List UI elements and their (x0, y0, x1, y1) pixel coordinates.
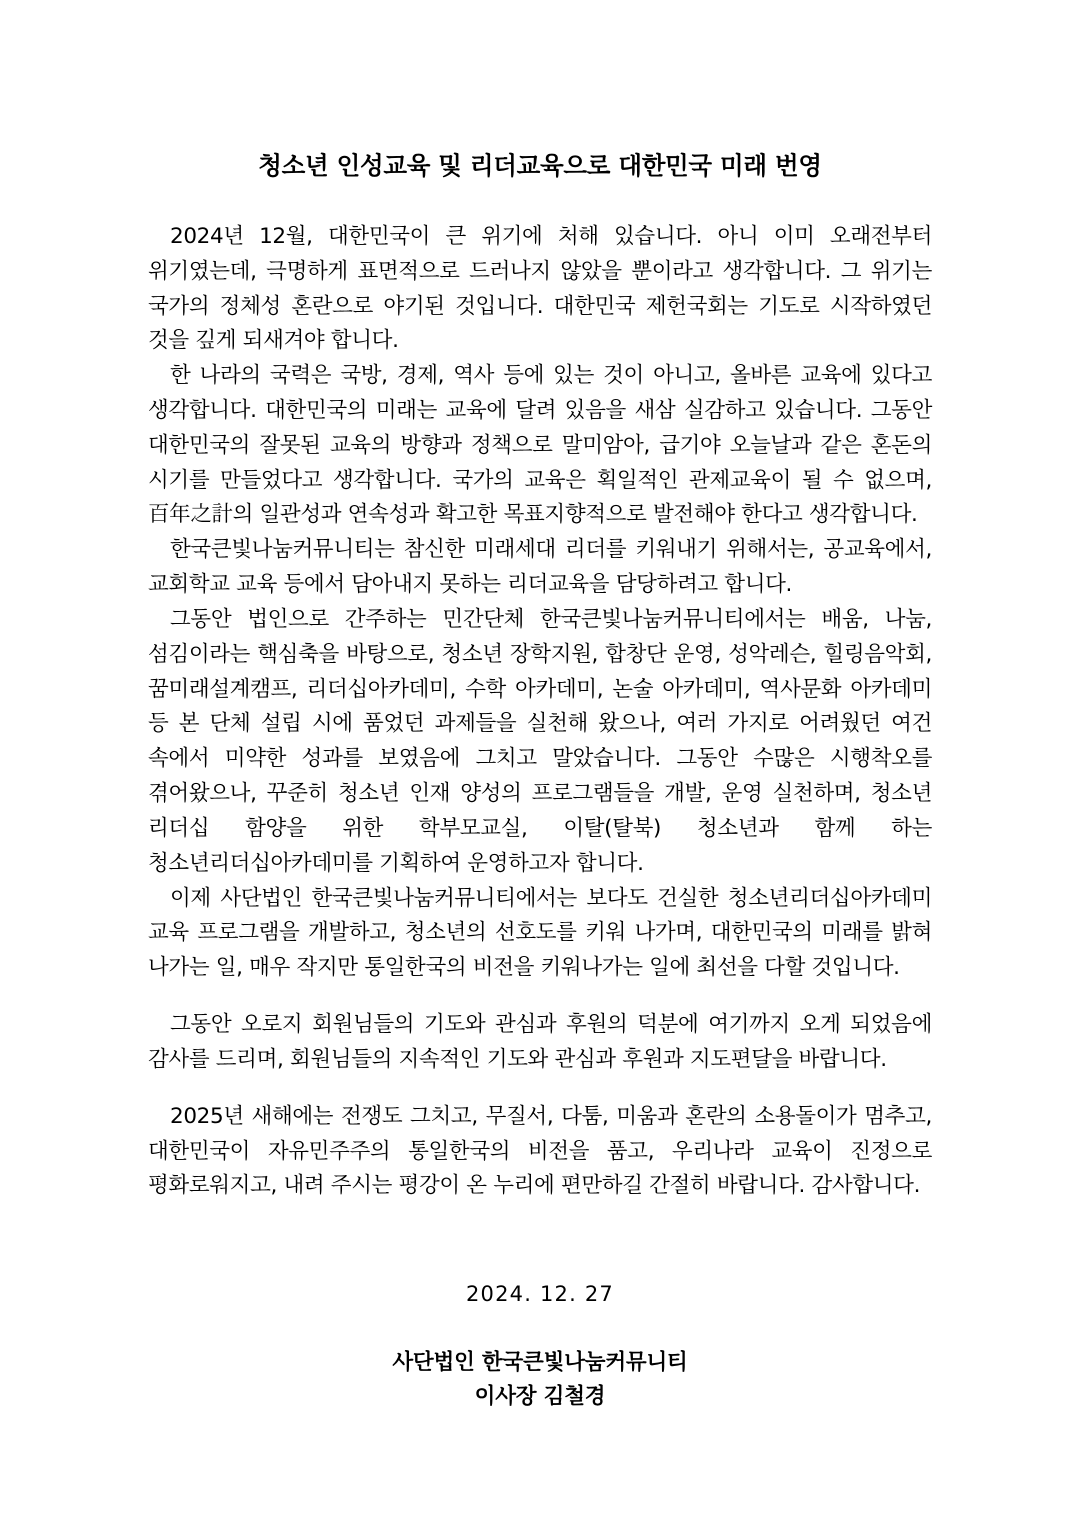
signature-person: 이사장 김철경 (474, 1383, 606, 1409)
page-title: 청소년 인성교육 및 리더교육으로 대한민국 미래 번영 (258, 151, 822, 180)
document-body (148, 220, 932, 1204)
paragraph-6: 그동안 오로지 회원님들의 기도와 관심과 후원의 덕분에 여기까지 오게 되었음에 감사를 드리며, 회원님들의 지속적인 기도와 관심과 후원과 지도편달을 바랍니다. (148, 1012, 932, 1072)
paragraph-spacer-1 (148, 986, 932, 1008)
document-date: 2024. 12. 27 (466, 1282, 614, 1307)
paragraph-3: 한국큰빛나눔커뮤니티는 참신한 미래세대 리더를 키워내기 위해서는, 공교육에서, 교회학교 교육 등에서 담아내지 못하는 리더교육을 담당하려고 합니다. (148, 537, 932, 598)
paragraph-4: 그동안 법인으로 간주하는 민간단체 한국큰빛나눔커뮤니티에서는 배움, 나눔, 섬김이라는 핵심축을 바탕으로, 청소년 장학지원, 합창단 운영, 성악레슨, 힐링음악회, 꿈미래설계캠프, 리더십아카데미, 수학 아카데미, 논술 아카데미, 역사문화 아카데미 등 본 단체 설립 시에 품었던 과제들을 실천해 왔으나, 여러 가지로 어려웠던 여건 속에서 미약한 성과를 보였음에 그치고 말았습니다. 그동안 수많은 시행착오를 겪어왔으나, 꾸준히 청소년 인재 양성의 프로그램들을 개발, 운영 실천하며, 청소년 리더십 함양을 위한 학부모교실, 이탈(탈북) 청소년과 함께 하는 청소년리더십아카데미를 기획하여 운영하고자 합니다. (148, 606, 932, 876)
paragraph-spacer-2 (148, 1078, 932, 1100)
paragraph-5: 이제 사단법인 한국큰빛나눔커뮤니티에서는 보다도 건실한 청소년리더십아카데미 교육 프로그램을 개발하고, 청소년의 선호도를 키워 나가며, 대한민국의 미래를 밝혀 나가는 일, 매우 작지만 통일한국의 비전을 키워나가는 일에 최선을 다할 것입니다. (148, 885, 932, 981)
paragraph-1: 2024년 12월, 대한민국이 큰 위기에 처해 있습니다. 아니 이미 오래전부터 위기였는데, 극명하게 표면적으로 드러나지 않았을 뿐이라고 생각합니다. 그 위기는 국가의 정체성 혼란으로 야기된 것입니다. 대한민국 제헌국회는 기도로 시작하였던 것을 깊게 되새겨야 합니다. (148, 223, 932, 354)
signature-organization: 사단법인 한국큰빛나눔커뮤니티 (392, 1350, 688, 1376)
paragraph-7: 2025년 새해에는 전쟁도 그치고, 무질서, 다툼, 미움과 혼란의 소용돌이가 멈추고, 대한민국이 자유민주주의 통일한국의 비전을 품고, 우리나라 교육이 진정으로 평화로워지고, 내려 주시는 평강이 온 누리에 편만하길 간절히 바랍니다. 감사합니다. (148, 1103, 932, 1199)
signature-block (148, 1346, 932, 1413)
paragraph-2: 한 나라의 국력은 국방, 경제, 역사 등에 있는 것이 아니고, 올바른 교육에 있다고 생각합니다. 대한민국의 미래는 교육에 달려 있음을 새삼 실감하고 있습니다. 그동안 대한민국의 잘못된 교육의 방향과 정책으로 말미암아, 급기야 오늘날과 같은 혼돈의 시기를 만들었다고 생각합니다. 국가의 교육은 획일적인 관제교육이 될 수 없으며, 百年之計의 일관성과 연속성과 확고한 목표지향적으로 발전해야 한다고 생각합니다. (148, 363, 932, 528)
